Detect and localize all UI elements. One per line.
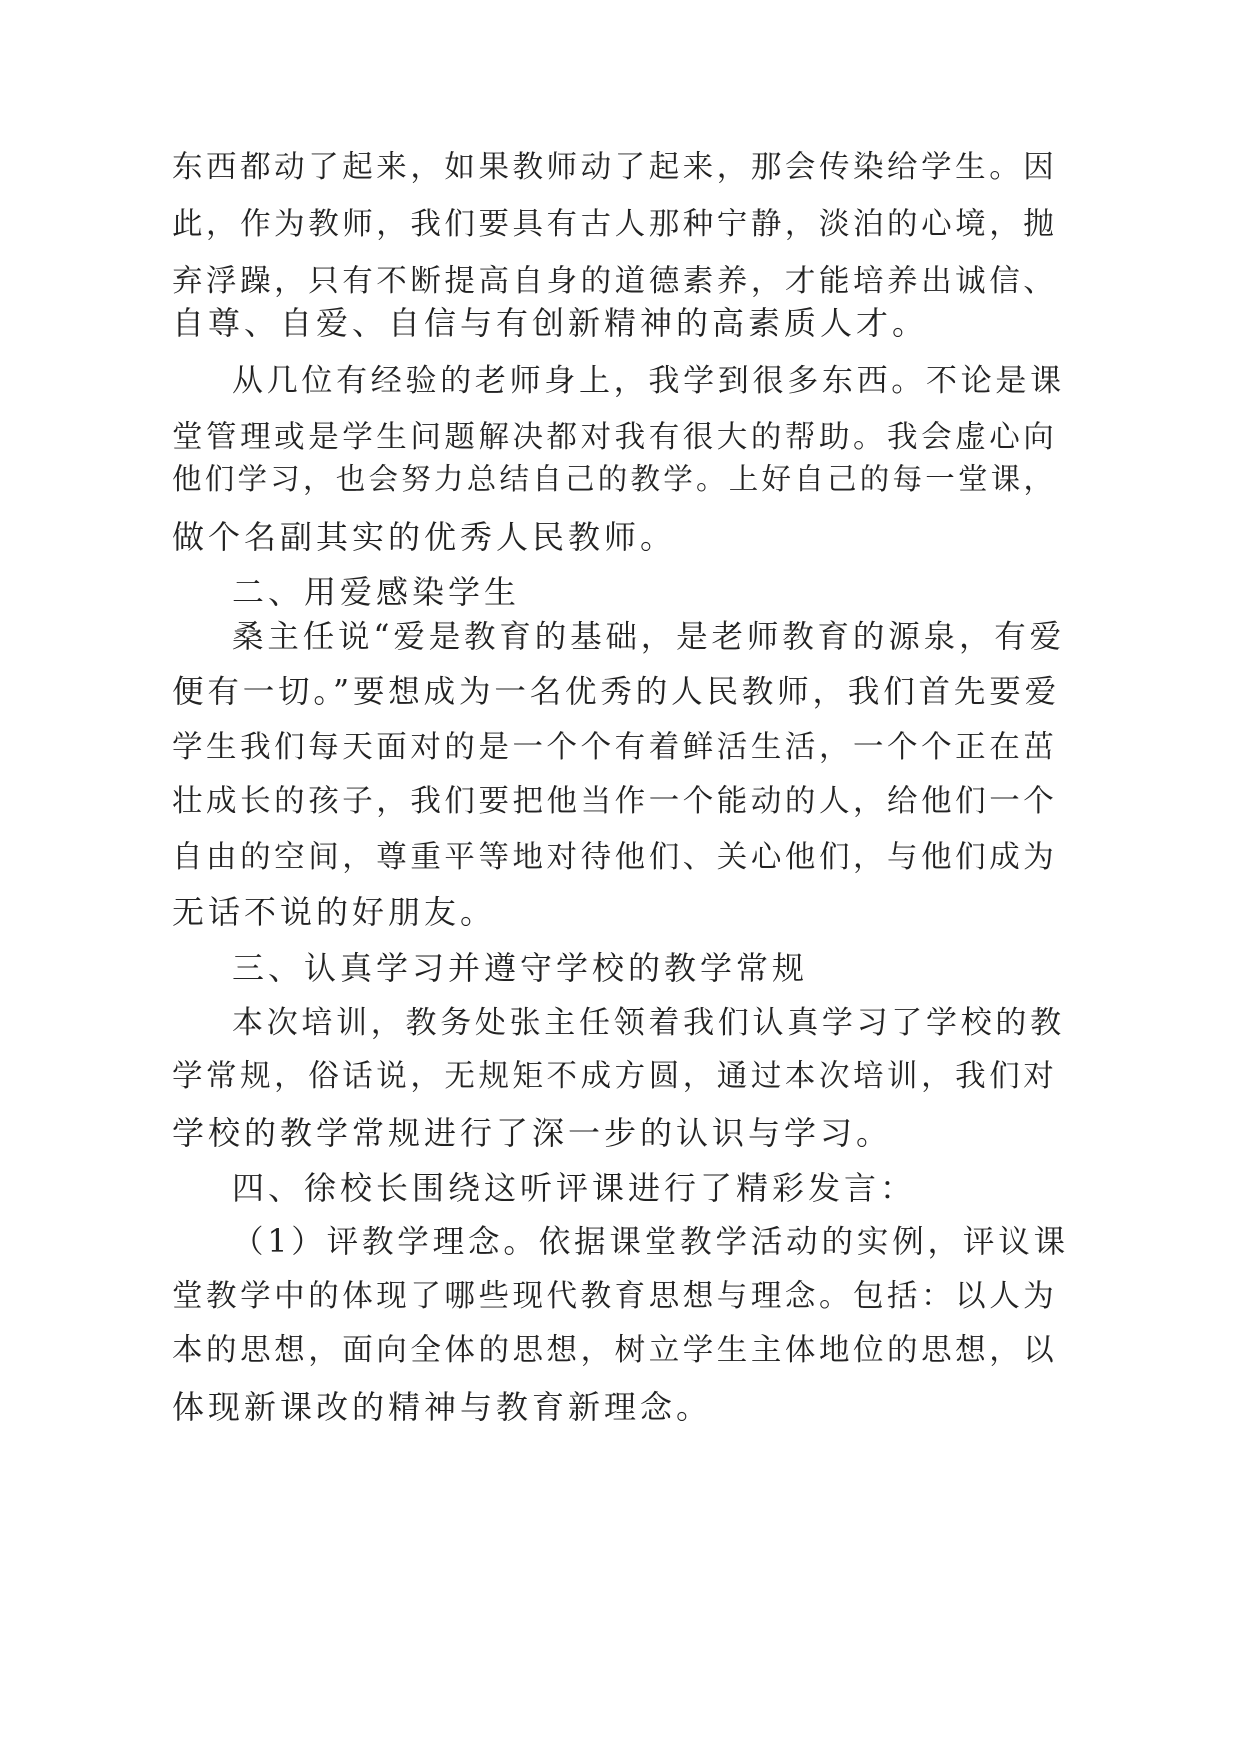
section-heading: 三、认真学习并遵守学校的教学常规	[232, 949, 809, 987]
body-line: 堂管理或是学生问题解决都对我有很大的帮助。我会虚心向	[172, 420, 1058, 455]
body-line: 自尊、自爱、自信与有创新精神的高素质人才。	[172, 304, 929, 342]
body-line: 学常规，俗话说，无规矩不成方圆，通过本次培训，我们对	[172, 1059, 1058, 1094]
body-line: 从几位有经验的老师身上，我学到很多东西。不论是课	[232, 363, 1065, 399]
section-heading: 四、徐校长围绕这听评课进行了精彩发言：	[232, 1169, 917, 1207]
body-line: 体现新课改的精神与教育新理念。	[172, 1388, 713, 1426]
body-line: 学校的教学常规进行了深一步的认识与学习。	[172, 1114, 893, 1152]
body-line: 便有一切。”要想成为一名优秀的人民教师，我们首先要爱	[172, 674, 1060, 710]
section-heading: 二、用爱感染学生	[232, 573, 521, 611]
body-line: 弃浮躁，只有不断提高自身的道德素养，才能培养出诚信、	[172, 264, 1058, 299]
body-line: 自由的空间，尊重平等地对待他们、关心他们，与他们成为	[172, 840, 1058, 875]
body-line: 无话不说的好朋友。	[172, 893, 497, 931]
body-line: 壮成长的孩子，我们要把他当作一个能动的人，给他们一个	[172, 784, 1058, 819]
body-line: 此，作为教师，我们要具有古人那种宁静，淡泊的心境，抛	[172, 207, 1058, 242]
body-line: 本次培训，教务处张主任领着我们认真学习了学校的教	[232, 1005, 1065, 1041]
body-line: 东西都动了起来，如果教师动了起来，那会传染给学生。因	[172, 150, 1058, 185]
body-line: 堂教学中的体现了哪些现代教育思想与理念。包括：以人为	[172, 1279, 1058, 1314]
body-line: 他们学习，也会努力总结自己的教学。上好自己的每一堂课，	[172, 462, 1057, 496]
body-line: （1）评教学理念。依据课堂教学活动的实例，评议课	[232, 1224, 1069, 1260]
body-line: 本的思想，面向全体的思想，树立学生主体地位的思想，以	[172, 1333, 1058, 1368]
body-line: 桑主任说“爱是教育的基础，是老师教育的源泉，有爱	[232, 619, 1066, 655]
body-line: 学生我们每天面对的是一个个有着鲜活生活，一个个正在茁	[172, 730, 1058, 765]
body-line: 做个名副其实的优秀人民教师。	[172, 518, 677, 556]
